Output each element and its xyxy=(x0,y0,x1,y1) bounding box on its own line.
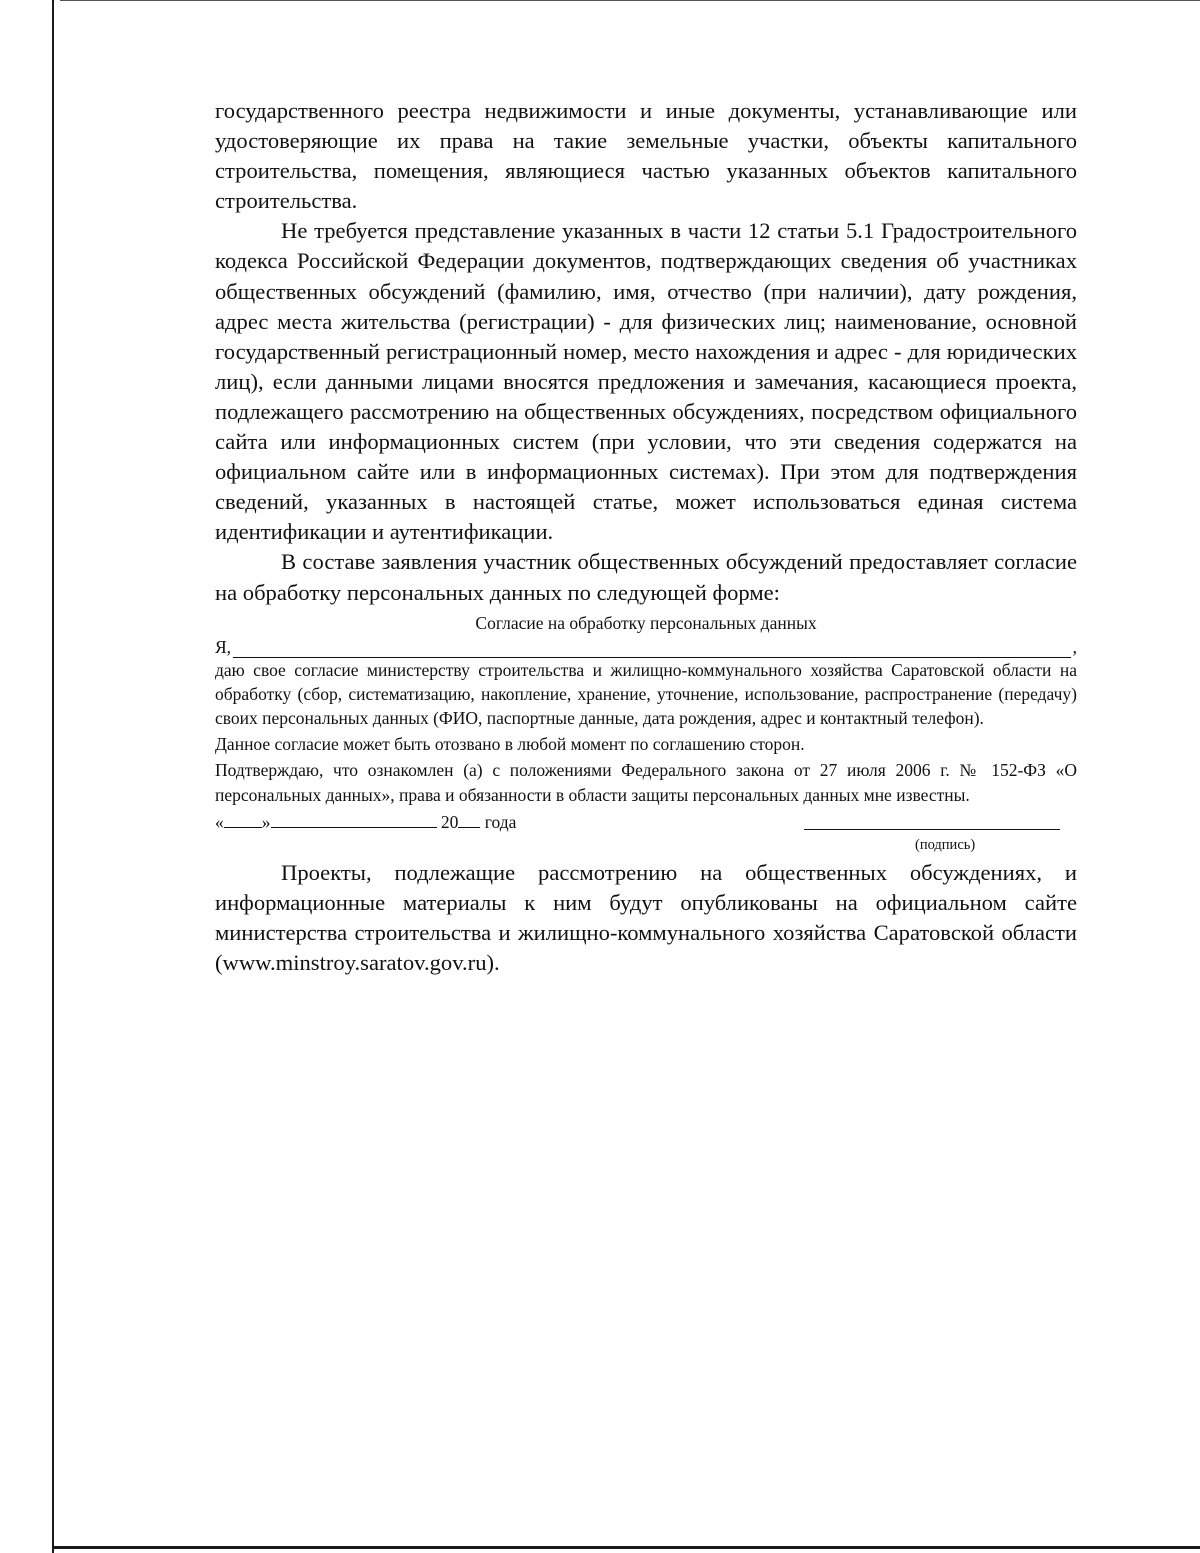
paragraph-projects-publication: Проекты, подлежащие рассмотрению на общественных обсуждениях, и информационные материалы к ним будут опубликованы на официальном сайте министерства строительства и жилищно-коммунального хозяйства Саратовской области (www.minstroy.saratov.gov.ru). xyxy=(215,859,1077,976)
scan-edge-top xyxy=(60,0,1200,1)
name-suffix: , xyxy=(1072,636,1077,657)
document-page xyxy=(215,96,1077,978)
date-open-quote: « xyxy=(215,811,224,832)
day-blank-field[interactable] xyxy=(224,813,262,828)
scan-edge-left xyxy=(52,0,54,1553)
consent-text-agreement: даю свое согласие министерству строительства и жилищно-коммунального хозяйства Саратовской области на обработку (сбор, систематизацию, накопление, хранение, уточнение, использование, распространение (передачу) своих персональных данных (ФИО, паспортные данные, дата рождения, адрес и контактный телефон). xyxy=(215,659,1077,728)
name-line xyxy=(215,636,1077,658)
consent-text-confirmation: Подтверждаю, что ознакомлен (а) с положениями Федерального закона от 27 июля 2006 г. № 152-ФЗ «О персональных данных», права и обязанности в области защиты персональных данных мне известны. xyxy=(215,760,1077,805)
consent-text-revocation: Данное согласие может быть отозвано в любой момент по соглашению сторон. xyxy=(215,734,805,755)
name-blank-field[interactable] xyxy=(233,642,1071,658)
signature-blank-field[interactable] xyxy=(804,829,1060,830)
consent-title: Согласие на обработку персональных данных xyxy=(475,612,817,633)
date-close-quote: » xyxy=(261,811,271,832)
paragraph-not-required: Не требуется представление указанных в части 12 статьи 5.1 Градостроительного кодекса Российской Федерации документов, подтверждающих сведения об участниках общественных обсуждений (фамилию, имя, отчество (при наличии), дату рождения, адрес места жительства (регистрации) - для физических лиц; наименование, основной государственный регистрационный номер, место нахождения и адрес - для юридических лиц), если данными лицами вносятся предложения и замечания, касающиеся проекта, подлежащего рассмотрению на общественных обсуждениях, посредством официального сайта или информационных систем (при условии, что эти сведения содержатся на официальном сайте или в информационных системах). При этом для подтверждения сведений, указанных в настоящей статье, может использоваться единая система идентификации и аутентификации. xyxy=(215,218,1077,545)
scan-edge-bottom xyxy=(52,1546,1200,1549)
month-blank-field[interactable] xyxy=(271,813,437,828)
paragraph-consent-intro: В составе заявления участник общественных обсуждений предоставляет согласие на обработку персональных данных по следующей форме: xyxy=(215,549,1077,605)
signature-label: (подпись) xyxy=(915,836,976,853)
year-blank-field[interactable] xyxy=(458,813,480,828)
date-century: 20 xyxy=(440,811,459,832)
date-year-word: года xyxy=(480,811,517,832)
paragraph-documents: государственного реестра недвижимости и иные документы, устанавливающие или удостоверяющие их права на такие земельные участки, объекты капитального строительства, помещения, являющиеся частью указанных объектов капитального строительства. xyxy=(215,98,1077,214)
date-signature-row xyxy=(215,810,1077,834)
consent-form xyxy=(215,612,1077,854)
name-prefix: Я, xyxy=(215,636,232,657)
